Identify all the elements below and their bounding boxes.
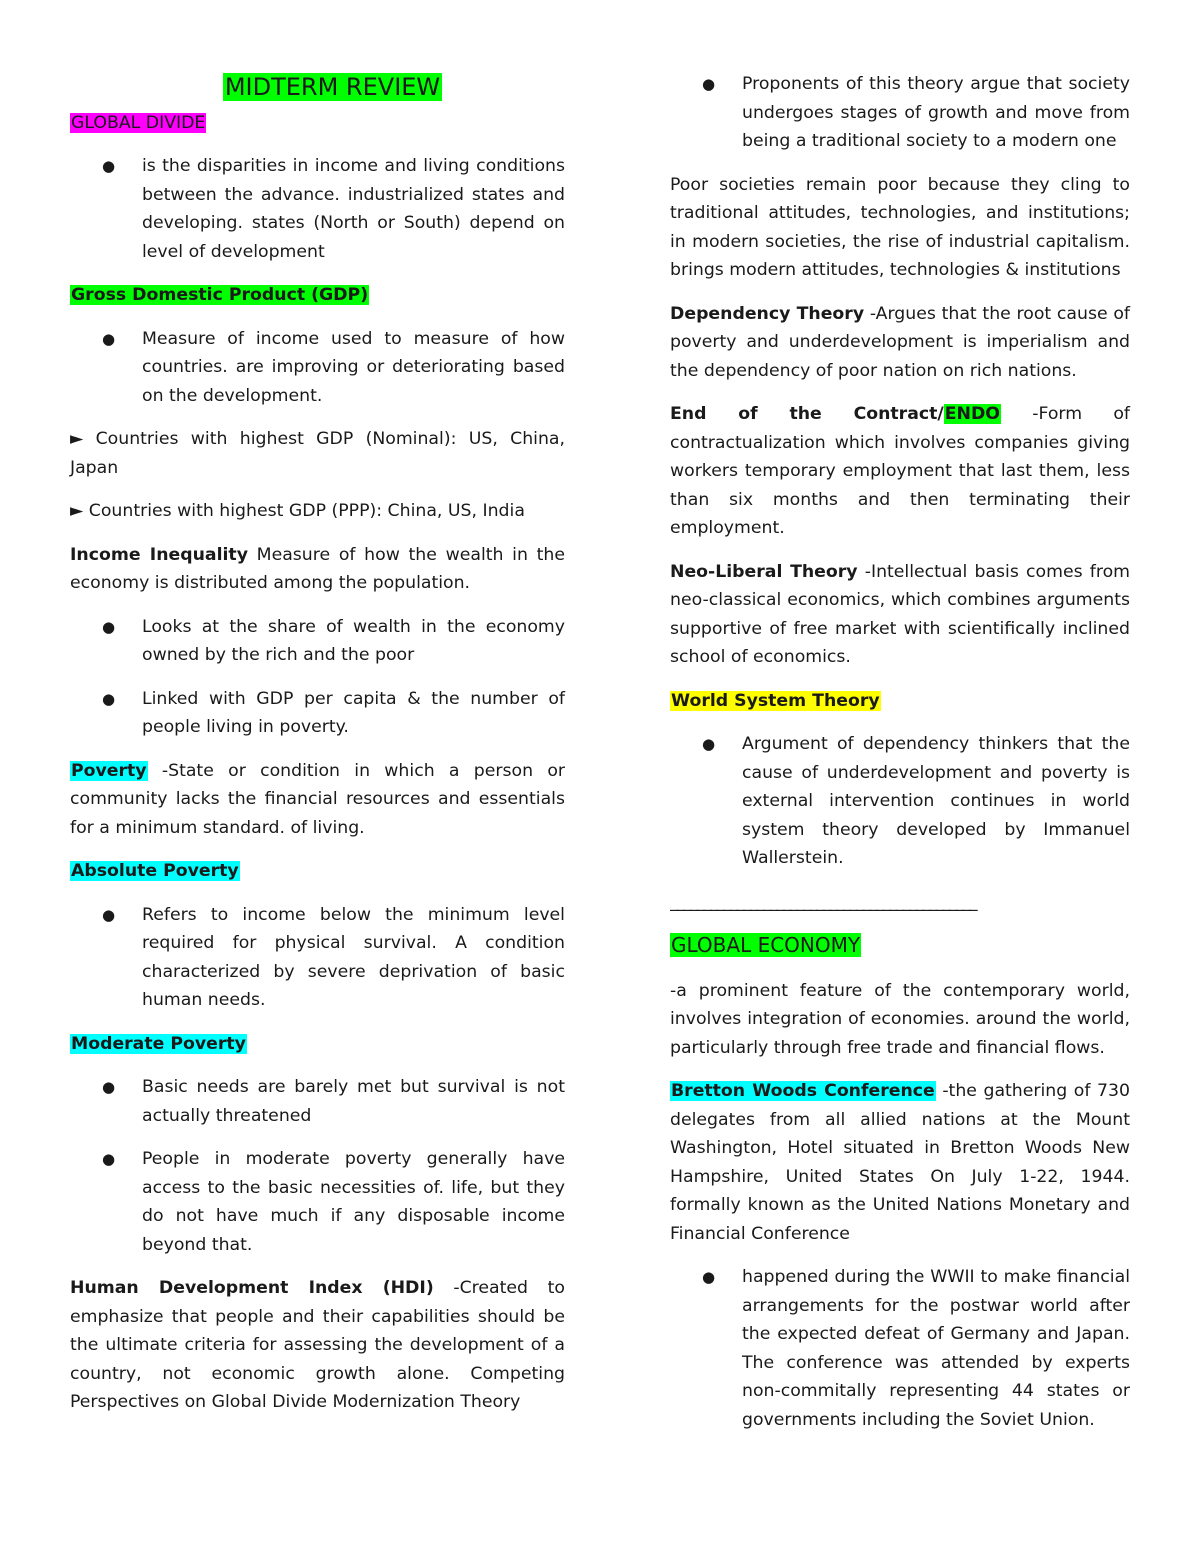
gdp-list (70, 325, 565, 411)
neoliberal-paragraph (670, 558, 1130, 672)
gdp-nominal-line: ► Countries with highest GDP (Nominal): US, China, Japan (70, 429, 565, 478)
modernization-list (670, 70, 1130, 156)
title-wrap (70, 70, 565, 105)
bullet-icon: ● (102, 329, 116, 348)
global-economy-heading-row (670, 930, 1130, 962)
poverty-paragraph (70, 757, 565, 843)
absolute-poverty-text: Refers to income below the minimum level required for physical survival. A condition characterized by severe deprivation of basic human needs. (142, 904, 565, 1010)
bretton-woods-term: Bretton Woods Conference (671, 1081, 935, 1101)
list-item (670, 730, 1130, 873)
global-divide-heading-row (70, 109, 565, 138)
bullet-icon: ● (702, 75, 716, 93)
absolute-poverty-heading: Absolute Poverty (71, 861, 239, 881)
hdi-paragraph (70, 1274, 565, 1417)
dependency-def: -Argues that the root cause of poverty and underdevelopment is imperialism and the dependency of poor nation on rich nations. (670, 303, 1130, 381)
section-divider: ______________________________________________ (670, 891, 976, 912)
world-system-heading-row (670, 687, 1130, 716)
bullet-icon: ● (102, 617, 116, 636)
world-system-heading: World System Theory (671, 690, 880, 711)
income-inequality-item: Looks at the share of wealth in the economy owned by the rich and the poor (142, 616, 565, 665)
moderate-poverty-heading-row (70, 1030, 565, 1059)
neoliberal-def: -Intellectual basis comes from neo-classical economics, which combines arguments supportive of free market with scientifically inclined school of economics. (670, 561, 1130, 667)
world-system-list (670, 730, 1130, 873)
endo-paragraph (670, 400, 1130, 543)
dependency-term: Dependency Theory (670, 303, 865, 324)
poor-societies-paragraph: Poor societies remain poor because they cling to traditional attitudes, technologies, and institutions; in modern societies, the rise of industrial capitalism. brings modern attitudes, technologies & institutions (670, 174, 1130, 280)
global-economy-paragraph: -a prominent feature of the contemporary world, involves integration of economies. around the world, particularly through free trade and financial flows. (670, 980, 1130, 1058)
bullet-icon: ● (702, 735, 716, 753)
modernization-text: Proponents of this theory argue that society undergoes stages of growth and move from being a traditional society to a modern one (742, 74, 1130, 151)
gdp-heading: Gross Domestic Product (GDP) (71, 285, 369, 305)
moderate-poverty-item: People in moderate poverty generally have access to the basic necessities of. life, but they do not have much if any disposable income beyond that. (142, 1149, 565, 1255)
dependency-paragraph (670, 300, 1130, 386)
poverty-term: Poverty (71, 760, 147, 781)
bretton-woods-def: -the gathering of 730 delegates from all allied nations at the Mount Washington, Hotel situated in Bretton Woods New Hampshire, United States On July 1-22, 1944. formally known as the United Nations Monetary and Financial Conference (670, 1081, 1130, 1244)
global-divide-list (70, 152, 565, 266)
bretton-woods-list (670, 1263, 1130, 1434)
global-divide-heading: GLOBAL DIVIDE (71, 112, 206, 133)
poverty-def: -State or condition in which a person or community lacks the financial resources and essentials for a minimum standard. of living. (70, 760, 565, 838)
bullet-icon: ● (102, 1150, 116, 1168)
list-item (70, 685, 565, 742)
endo-term: End of the Contract/ (670, 404, 944, 424)
list-item (70, 1073, 565, 1130)
list-item (70, 613, 565, 670)
income-inequality-paragraph (70, 541, 565, 598)
bretton-woods-paragraph (670, 1077, 1130, 1248)
bullet-icon: ● (102, 157, 116, 175)
absolute-poverty-heading-row (70, 857, 565, 886)
hdi-term: Human Development Index (HDI) (70, 1278, 434, 1298)
absolute-poverty-list (70, 901, 565, 1015)
income-inequality-item: Linked with GDP per capita & the number of people living in poverty. (142, 688, 565, 737)
endo-def: -Form of contractualization which involves companies giving workers temporary employment that last them, less than six months and then terminating their employment. (670, 404, 1130, 538)
bullet-icon: ● (102, 1078, 116, 1096)
moderate-poverty-heading: Moderate Poverty (71, 1033, 246, 1054)
gdp-ppp-line: ► Countries with highest GDP (PPP): China, US, India (70, 501, 525, 521)
list-item (70, 901, 565, 1015)
gdp-text: Measure of income used to measure of how countries. are improving or deteriorating based on the development. (142, 328, 565, 406)
global-divide-text: is the disparities in income and living conditions between the advance. industrialized states and developing. states (North or South) depend on level of development (142, 156, 565, 262)
bullet-icon: ● (102, 905, 116, 924)
list-item (670, 1263, 1130, 1434)
right-column (670, 70, 1130, 1449)
bullet-icon: ● (102, 689, 116, 708)
hdi-def: -Created to emphasize that people and their capabilities should be the ultimate criteria for assessing the development of a country, not economic growth alone. Competing Perspectives on Global Divide Modernization Theory (70, 1278, 565, 1412)
list-item (670, 70, 1130, 156)
neoliberal-term: Neo-Liberal Theory (670, 561, 858, 582)
income-inequality-term: Income Inequality (70, 544, 248, 565)
global-economy-heading: GLOBAL ECONOMY (671, 933, 861, 957)
left-column (70, 70, 565, 1432)
bretton-woods-text: happened during the WWII to make financial arrangements for the postwar world after the expected defeat of Germany and Japan. The conference was attended by experts non-commitally representing 44 states or governments including the Soviet Union. (742, 1267, 1130, 1430)
list-item (70, 1145, 565, 1259)
list-item (70, 325, 565, 411)
world-system-text: Argument of dependency thinkers that the cause of underdevelopment and poverty is external intervention continues in world system theory developed by Immanuel Wallerstein. (742, 734, 1130, 868)
gdp-heading-row (70, 281, 565, 310)
income-inequality-list (70, 613, 565, 742)
moderate-poverty-item: Basic needs are barely met but survival is not actually threatened (142, 1077, 565, 1126)
moderate-poverty-list (70, 1073, 565, 1259)
list-item (70, 152, 565, 266)
page-title: MIDTERM REVIEW (224, 73, 441, 101)
bullet-icon: ● (702, 1268, 716, 1286)
endo-abbr: ENDO (944, 404, 1000, 424)
income-inequality-def: Measure of how the wealth in the economy is distributed among the population. (70, 544, 565, 593)
